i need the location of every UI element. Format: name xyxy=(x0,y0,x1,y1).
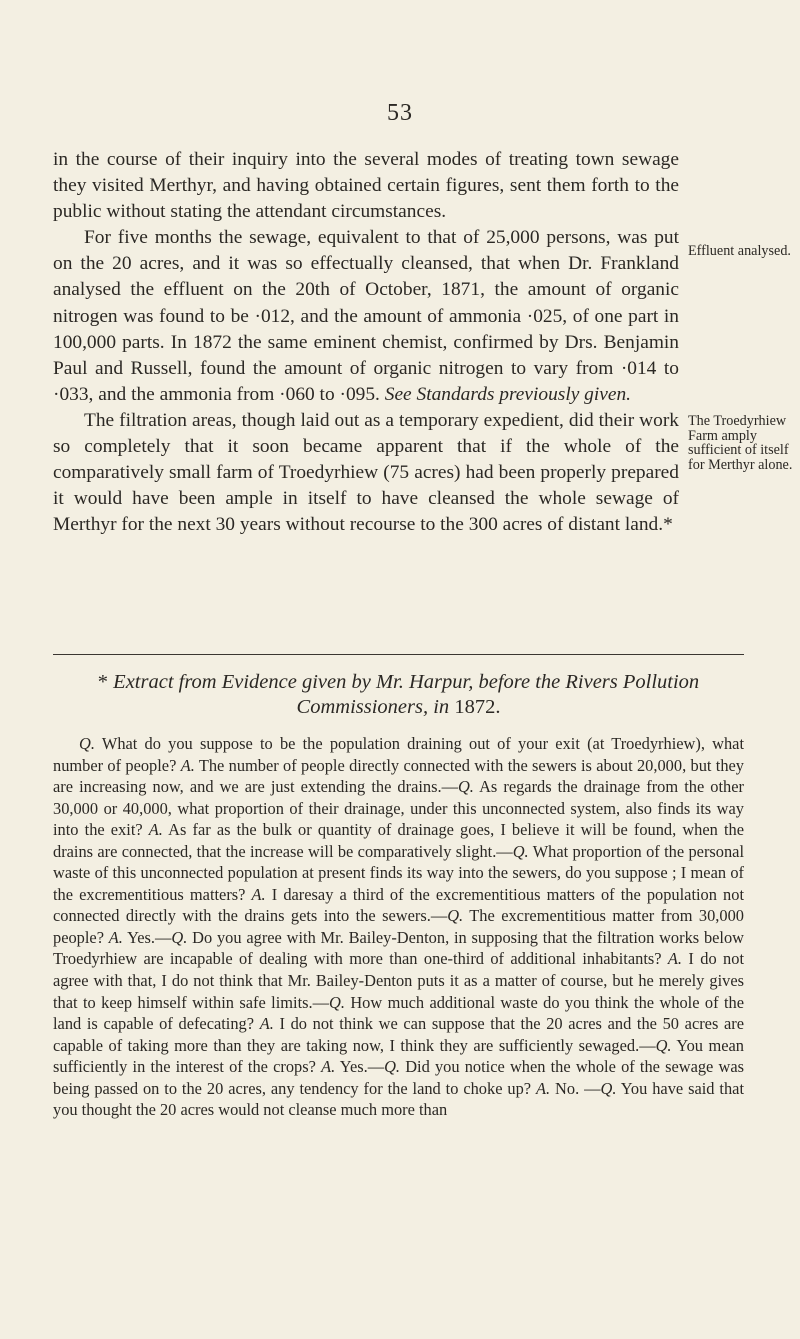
evidence-text: The excrementitious matter from 30,000 people? xyxy=(53,906,744,947)
speaker-label: Q. xyxy=(79,734,95,753)
evidence-text: You have said that you thought the 20 acres would not cleanse much more than xyxy=(53,1078,745,1120)
standards-reference: See Standards previously given. xyxy=(384,383,632,405)
evidence-text: Do you agree with Mr. Bailey-Denton, in supposing that the filtration works below Troedyrhiew are incapable of dealing with more than one-third of additional inhabitants? xyxy=(53,927,745,969)
main-text xyxy=(53,147,679,538)
speaker-label: Q. xyxy=(171,927,188,947)
evidence-text: As far as the bulk or quantity of drainage goes, I believe it will be found, when the drains are connected, that the increase will be comparatively slight.— xyxy=(53,820,745,861)
speaker-label: Q. xyxy=(655,1035,672,1055)
evidence-text: As regards the drainage from the other 30,000 or 40,000, what proportion of their drainage, under this unconnected system, also finds its way into the exit? xyxy=(53,777,744,840)
effluent-analysis-text: For five months the sewage, equivalent to that of 25,000 persons, was put on the 20 acres, and it was so effectually cleansed, that when Dr. Frankland analysed the effluent on the 20th of October, 1871, the amount of organic nitrogen was found to be ·012, and the amount of ammonia ·025, of one part in 100,000 parts. In 1872 the same eminent chemist, confirmed by Drs. Benjamin Paul and Russell, found the amount of organic nitrogen to vary from ·014 to ·033, and the ammonia from ·060 to ·095. xyxy=(53,227,679,405)
page-number: 53 xyxy=(387,100,413,126)
evidence-text: I do not think we can suppose that the 20 acres and the 50 acres are capable of taking more than they are taking now, I think they are sufficiently sewaged.— xyxy=(53,1014,744,1055)
speaker-label: Q. xyxy=(447,906,464,926)
speaker-label: A. xyxy=(667,949,683,969)
evidence-text: Did you notice when the whole of the sewage was being passed on to the 20 acres, any tendency for the land to choke up? xyxy=(53,1057,744,1098)
footnote-marker: * xyxy=(97,671,109,693)
speaker-label: A. xyxy=(321,1057,336,1077)
evidence-text: What proportion of the personal waste of this unconnected population at present finds its way into the sewers, do you suppose ; I mean of the excrementitious matters? xyxy=(53,841,744,904)
speaker-label: Q. xyxy=(384,1057,401,1077)
margin-note-troedyrhiew: The Troedyrhiew Farm amply sufficient of itself for Merthyr alone. xyxy=(688,413,793,473)
evidence-text: The number of people directly connected with the sewers is about 20,000, but they are increasing now, and we are just extending the drains.— xyxy=(53,755,744,797)
evidence-text: You mean sufficiently in the interest of the crops? xyxy=(53,1035,744,1077)
paragraph-effluent-analysis xyxy=(53,225,679,408)
speaker-label: A. xyxy=(108,927,123,947)
evidence-text: No. — xyxy=(550,1078,601,1098)
footnote-heading xyxy=(53,670,744,720)
evidence-text: I daresay a third of the excrementitious matters of the population not connected directly with the drains gets into the sewers.— xyxy=(53,884,744,926)
speaker-label: Q. xyxy=(512,841,529,861)
paragraph-inquiry: in the course of their inquiry into the several modes of treating town sewage they visited Merthyr, and having obtained certain figures, sent them forth to the public without stating the attendant circumstances. xyxy=(53,149,679,223)
speaker-label: A. xyxy=(251,884,266,904)
margin-note-effluent: Effluent analysed. xyxy=(688,243,791,259)
speaker-label: A. xyxy=(535,1078,551,1098)
evidence-text: What do you suppose to be the population draining out of your exit (at Troedyrhiew), what number of people? xyxy=(53,734,744,775)
speaker-label: Q. xyxy=(457,777,474,797)
evidence-text: Yes.— xyxy=(122,927,172,947)
footnote-divider xyxy=(53,654,744,655)
speaker-label: Q. xyxy=(329,992,345,1012)
footnote-evidence xyxy=(53,733,744,1121)
evidence-text: Yes.— xyxy=(335,1057,385,1077)
evidence-text: I do not agree with that, I do not think that Mr. Bailey-Denton puts it as a matter of course, but he merely gives that to keep himself within safe limits.— xyxy=(53,949,744,1012)
footnote-heading-year: 1872. xyxy=(454,696,501,718)
speaker-label: A. xyxy=(180,755,195,775)
evidence-text: How much additional waste do you think the whole of the land is capable of defecating? xyxy=(53,992,745,1034)
speaker-label: A. xyxy=(148,820,163,840)
speaker-label: Q. xyxy=(600,1078,617,1098)
speaker-label: A. xyxy=(259,1014,274,1034)
footnote-heading-text: Extract from Evidence given by Mr. Harpur, before the Rivers Pollution Commissioners, in xyxy=(113,671,700,718)
paragraph-filtration-areas: The filtration areas, though laid out as a temporary expedient, did their work so completely that it soon became apparent that if the whole of the comparatively small farm of Troedyrhiew (75 acres) had been properly prepared it would have been ample in itself to have cleansed the whole sewage of Merthyr for the next 30 years without recourse to the 300 acres of distant land.* xyxy=(53,409,679,536)
